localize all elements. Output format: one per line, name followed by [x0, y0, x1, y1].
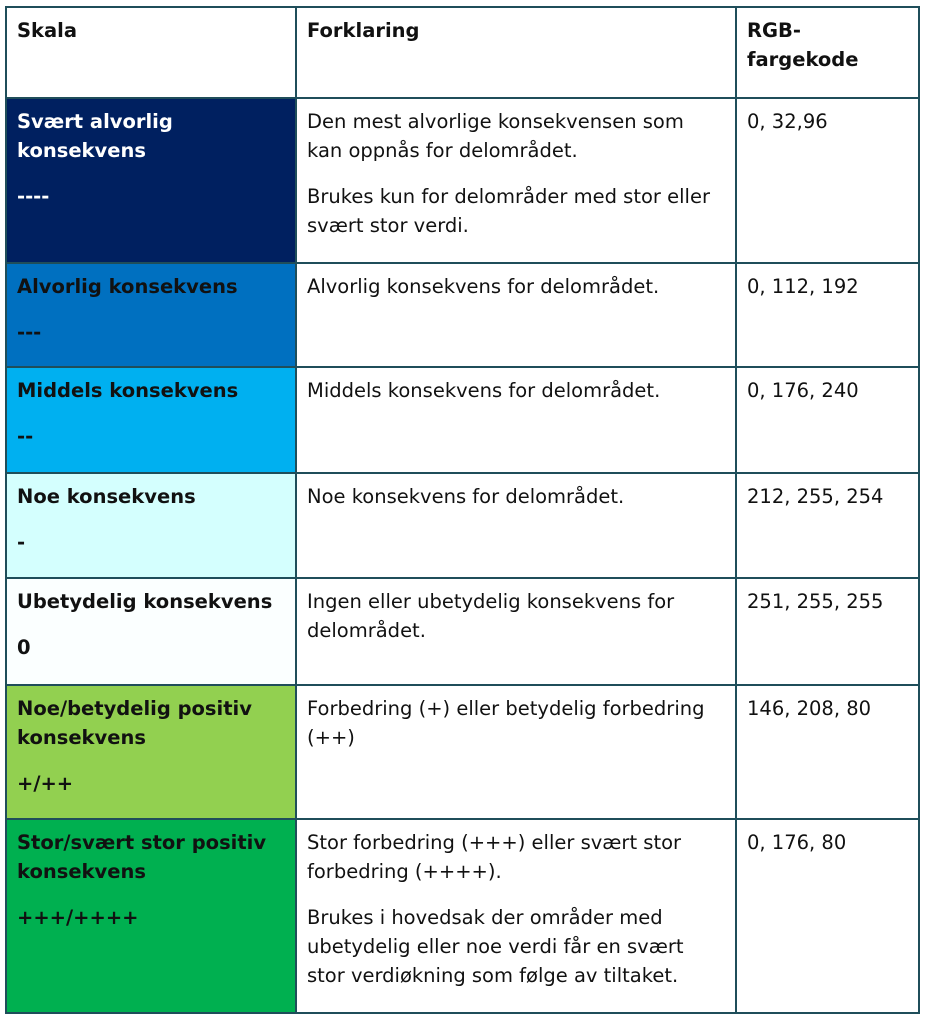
explanation-cell	[296, 473, 736, 578]
explanation-paragraph: Noe konsekvens for delområdet.	[307, 485, 625, 508]
scale-symbol: --	[17, 425, 34, 448]
rgb-cell: 0, 176, 240	[736, 367, 919, 473]
scale-symbol: +/++	[17, 772, 74, 795]
scale-symbol: 0	[17, 636, 31, 659]
consequence-scale-table-wrapper	[5, 6, 917, 1014]
rgb-cell: 0, 112, 192	[736, 263, 919, 367]
scale-cell	[6, 685, 296, 819]
explanation-paragraph: Den mest alvorlige konsekvensen som kan oppnås for delområdet.	[307, 110, 684, 162]
explanation-cell	[296, 367, 736, 473]
scale-name: Middels konsekvens	[17, 379, 239, 402]
explanation-paragraph: Ingen eller ubetydelig konsekvens for delområdet.	[307, 590, 675, 642]
table-row	[6, 98, 919, 263]
explanation-paragraph: Stor forbedring (+++) eller svært stor forbedring (++++).	[307, 831, 682, 883]
scale-name: Noe konsekvens	[17, 485, 196, 508]
explanation-cell	[296, 685, 736, 819]
table-row	[6, 819, 919, 1013]
explanation-paragraph: Brukes i hovedsak der områder med ubetydelig eller noe verdi får en svært stor verdiøkning som følge av tiltaket.	[307, 906, 684, 987]
scale-cell	[6, 98, 296, 263]
explanation-paragraph: Alvorlig konsekvens for delområdet.	[307, 275, 660, 298]
table-row	[6, 578, 919, 685]
scale-cell	[6, 367, 296, 473]
consequence-scale-table	[5, 6, 920, 1014]
scale-symbol: +++/++++	[17, 906, 139, 929]
header-explanation: Forklaring	[296, 7, 736, 98]
explanation-cell	[296, 578, 736, 685]
explanation-cell	[296, 819, 736, 1013]
scale-cell	[6, 263, 296, 367]
table-row	[6, 685, 919, 819]
header-row	[6, 7, 919, 98]
scale-name: Ubetydelig konsekvens	[17, 590, 273, 613]
explanation-paragraph: Brukes kun for delområder med stor eller svært stor verdi.	[307, 185, 710, 237]
scale-cell	[6, 819, 296, 1013]
scale-name: Noe/betydelig positiv konsekvens	[17, 697, 252, 749]
rgb-cell: 0, 176, 80	[736, 819, 919, 1013]
explanation-paragraph: Middels konsekvens for delområdet.	[307, 379, 661, 402]
table-row	[6, 367, 919, 473]
rgb-cell: 146, 208, 80	[736, 685, 919, 819]
header-rgb	[736, 7, 919, 98]
header-rgb-label: RGB-fargekode	[747, 19, 859, 71]
scale-cell	[6, 578, 296, 685]
table-row	[6, 473, 919, 578]
scale-name: Alvorlig konsekvens	[17, 275, 238, 298]
explanation-paragraph: Forbedring (+) eller betydelig forbedring (++)	[307, 697, 705, 749]
rgb-cell: 212, 255, 254	[736, 473, 919, 578]
rgb-cell: 251, 255, 255	[736, 578, 919, 685]
scale-symbol: ----	[17, 185, 50, 208]
scale-name: Stor/svært stor positiv konsekvens	[17, 831, 267, 883]
rgb-cell: 0, 32,96	[736, 98, 919, 263]
scale-cell	[6, 473, 296, 578]
scale-symbol: ---	[17, 321, 42, 344]
explanation-cell	[296, 263, 736, 367]
scale-symbol: -	[17, 531, 26, 554]
scale-name: Svært alvorlig konsekvens	[17, 110, 173, 162]
explanation-cell	[296, 98, 736, 263]
table-row	[6, 263, 919, 367]
header-scale: Skala	[6, 7, 296, 98]
